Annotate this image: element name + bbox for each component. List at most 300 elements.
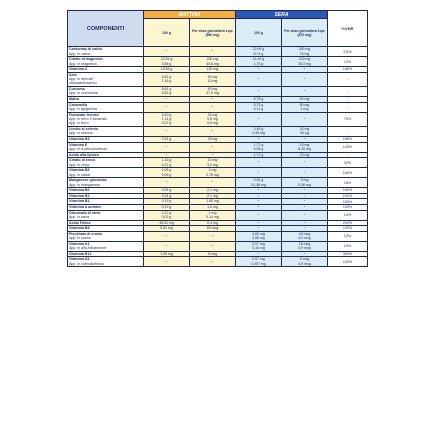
component-name: Manganese gluconato — [69, 178, 107, 183]
component-detail: App. in ferro — [69, 121, 89, 126]
row-vnr: 150% — [328, 188, 368, 194]
component-detail: App. in d-alfa-tocoferolo — [69, 147, 108, 152]
row-name — [68, 86, 144, 96]
cell-value: - — [257, 77, 260, 82]
row-name — [68, 126, 144, 136]
cell-value: - — [257, 67, 260, 72]
row-mattina-100g — [144, 57, 190, 67]
cell-value: 0,6 mg — [207, 121, 218, 126]
component-name: Carbonato di calcio — [69, 47, 103, 52]
cell-value: 0,12 g — [161, 210, 172, 215]
table-row — [68, 126, 368, 136]
row-vnr: - — [328, 86, 368, 96]
row-mattina-dose — [190, 241, 236, 251]
cell-value: 120 mg — [206, 67, 219, 72]
component-name: Vitamina E — [69, 142, 88, 147]
component-detail: App. in cromo — [69, 236, 92, 241]
cell-value: - — [257, 137, 260, 142]
cell-value: - — [165, 104, 168, 110]
cell-value: 0,4 mg — [207, 220, 218, 225]
row-mattina-dose — [190, 168, 236, 178]
component-name: Vitamina B2 — [69, 193, 90, 198]
component-name: Vitamina B6 — [69, 188, 90, 193]
row-mattina-100g — [144, 178, 190, 188]
table-row — [68, 47, 368, 57]
cell-value: - — [257, 188, 260, 193]
cell-value: 200 mg — [298, 47, 311, 52]
cell-value: 10 mg — [207, 79, 218, 84]
row-mattina-dose — [190, 231, 236, 241]
cell-value: 1,16 g — [161, 158, 172, 163]
cell-value: 0,57 mg — [252, 257, 265, 262]
cell-value: 9 mg — [208, 168, 217, 173]
cell-value: - — [165, 259, 168, 264]
row-mattina-100g — [144, 168, 190, 178]
cell-value: 1,76 g — [253, 61, 264, 66]
cell-value: 0,95 g — [253, 147, 264, 152]
cell-value: 50 mg — [207, 74, 218, 79]
cell-value: 15 mg — [299, 142, 310, 147]
cell-value: 0,11 g — [253, 107, 264, 112]
row-sera-100g — [236, 168, 282, 178]
component-detail: App. in apigenina — [69, 107, 97, 112]
row-vnr: 100% — [328, 257, 368, 267]
row-mattina-dose — [190, 178, 236, 188]
row-mattina-100g — [144, 158, 190, 168]
row-vnr: 125% — [328, 142, 368, 152]
row-sera-100g — [236, 72, 282, 86]
cell-value: 3,45 mg — [252, 131, 265, 136]
cell-value: - — [257, 212, 260, 218]
cell-value: - — [257, 226, 260, 231]
table-row — [68, 178, 368, 188]
row-name — [68, 168, 144, 178]
cell-value: 40 mcg — [298, 231, 311, 236]
row-mattina-dose — [190, 210, 236, 220]
cell-value: - — [165, 244, 168, 249]
component-name: Vitamina B3 — [69, 137, 90, 142]
row-vnr: 156% — [328, 136, 368, 142]
cell-value: 1,6 mg — [207, 205, 218, 210]
cell-value: 2,91 g — [161, 137, 172, 142]
cell-value: 13,95 g — [160, 67, 173, 72]
cell-value: 1 mg — [208, 210, 217, 215]
row-vnr: - — [328, 152, 368, 158]
row-mattina-100g — [144, 257, 190, 267]
row-mattina-dose — [190, 142, 236, 152]
cell-value: 2,1 mg — [207, 193, 218, 198]
header-mattina-dose: Per dose giornaliera 1cpr (860 mg) — [190, 19, 236, 47]
cell-value: - — [303, 220, 306, 226]
cell-value: - — [165, 234, 168, 239]
row-sera-dose — [282, 86, 328, 96]
row-mattina-dose — [190, 47, 236, 57]
row-vnr: 14% — [328, 210, 368, 220]
row-sera-100g — [236, 86, 282, 96]
row-mattina-dose — [190, 158, 236, 168]
cell-value: - — [165, 97, 168, 102]
row-mattina-dose — [190, 57, 236, 67]
cell-value: 3,49 g — [161, 112, 172, 117]
row-vnr: 32% — [328, 158, 368, 168]
cell-value: 5,75 g — [253, 102, 264, 107]
component-detail: idrossiantracenici — [69, 81, 97, 86]
cell-value: 1,05 mg — [160, 251, 173, 256]
component-detail: App. in manganese — [69, 182, 100, 187]
row-sera-dose — [282, 72, 328, 86]
table-body — [68, 47, 368, 267]
row-sera-dose — [282, 57, 328, 67]
row-mattina-dose — [190, 112, 236, 126]
row-vnr: 18% — [328, 178, 368, 188]
cell-value: 3,2 mg — [207, 162, 218, 167]
row-mattina-dose — [190, 86, 236, 96]
row-sera-100g — [236, 57, 282, 67]
cell-value: 2,07 mg — [252, 241, 265, 246]
row-sera-100g — [236, 210, 282, 220]
cell-value: - — [257, 170, 260, 175]
component-name: Camomilla — [69, 102, 88, 107]
row-sera-100g — [236, 112, 282, 126]
row-mattina-100g — [144, 102, 190, 112]
table-row — [68, 257, 368, 267]
row-mattina-dose — [190, 72, 236, 86]
cell-value: 8,25 mg — [298, 147, 311, 152]
cell-value: 1,65 mg — [206, 199, 219, 204]
table-row — [68, 210, 368, 220]
cell-value: 1,72 g — [253, 152, 264, 157]
cell-value: - — [257, 251, 260, 257]
cell-value: - — [257, 220, 260, 226]
component-detail: App. in magnesio — [69, 61, 97, 66]
row-mattina-100g — [144, 47, 190, 57]
cell-value: - — [303, 137, 306, 142]
cell-value: 3 mg — [300, 178, 309, 183]
component-name: Vitamina K1 — [69, 241, 90, 246]
row-sera-100g — [236, 47, 282, 57]
row-vnr: 9,5% — [328, 47, 368, 57]
row-vnr: 24% — [328, 241, 368, 251]
row-mattina-100g — [144, 231, 190, 241]
cell-value: 0,34 g — [253, 178, 264, 183]
cell-value: - — [165, 49, 168, 54]
cell-value: - — [211, 259, 214, 264]
cell-value: - — [303, 251, 306, 257]
cell-value: 0,10 mg — [252, 246, 265, 251]
cell-value: 1,72 g — [253, 142, 264, 147]
cell-value: 41,38 mg — [251, 182, 266, 187]
cell-value: 50 mcg — [206, 226, 219, 231]
cell-value: 5,81 g — [161, 87, 172, 92]
table-row — [68, 102, 368, 112]
row-vnr: 150% — [328, 67, 368, 73]
component-name: Vitamina D3 — [69, 257, 90, 262]
cell-value: 25 mg — [207, 137, 218, 142]
cell-value: 0,56 mg — [252, 236, 265, 241]
cell-value: 10 mg — [207, 158, 218, 163]
cell-value: 5,52 g — [161, 91, 172, 96]
row-sera-100g — [236, 231, 282, 241]
row-name — [68, 210, 144, 220]
row-name — [68, 241, 144, 251]
table-row — [68, 142, 368, 152]
row-sera-dose — [282, 257, 328, 267]
row-sera-dose — [282, 241, 328, 251]
cell-value: - — [303, 67, 306, 72]
cell-value: 5 mcg — [299, 257, 310, 262]
component-name: Citrato di zinco — [69, 158, 95, 163]
cell-value: 0,76 mg — [206, 172, 219, 177]
component-name: Vitamina C — [69, 67, 88, 72]
header-sera: SERA — [236, 11, 328, 19]
cell-value: 0,19 g — [161, 199, 172, 204]
row-mattina-dose — [190, 102, 236, 112]
row-mattina-dose — [190, 257, 236, 267]
row-name — [68, 158, 144, 168]
row-sera-dose — [282, 102, 328, 112]
row-vnr: 150% — [328, 204, 368, 210]
component-detail: App. in curcumina — [69, 91, 98, 96]
row-vnr: 100% — [328, 226, 368, 232]
row-vnr: 360% — [328, 251, 368, 257]
cell-value: 2,1 mg — [207, 188, 218, 193]
table-row — [68, 241, 368, 251]
cell-value: 0,14 mg — [206, 215, 219, 220]
cell-value: 0,09 g — [161, 172, 172, 177]
row-name — [68, 112, 144, 126]
table-row — [68, 57, 368, 67]
row-sera-dose — [282, 158, 328, 168]
cell-value: 50 mg — [299, 102, 310, 107]
cell-value: 15 mg — [299, 152, 310, 157]
table-row — [68, 168, 368, 178]
cell-value: - — [303, 160, 306, 165]
cell-value: 0,37 g — [161, 162, 172, 167]
row-vnr: 150% — [328, 199, 368, 205]
cell-value: - — [303, 117, 306, 122]
row-vnr: 200% — [328, 220, 368, 226]
component-detail: App. in ferro II fumarato — [69, 117, 107, 122]
cell-value: 0,24 g — [161, 188, 172, 193]
row-vnr: 150% — [328, 193, 368, 199]
cell-value: 8,74 g — [253, 51, 264, 56]
row-mattina-100g — [144, 210, 190, 220]
row-name — [68, 72, 144, 86]
cell-value: 50 mg — [207, 87, 218, 92]
table-row — [68, 231, 368, 241]
cell-value: 30,6 mg — [206, 61, 219, 66]
row-name — [68, 231, 144, 241]
cell-value: 23,26 g — [160, 57, 173, 62]
row-sera-dose — [282, 47, 328, 57]
row-sera-dose — [282, 126, 328, 136]
cell-value: 0,19 g — [161, 205, 172, 210]
cell-value: - — [303, 199, 306, 204]
cell-value: 0,057 mg — [251, 261, 266, 266]
component-name: Acido alfa-lipoico — [69, 152, 99, 157]
cell-value: 0,5 mcg — [298, 261, 311, 266]
component-detail: App. in selenio — [69, 131, 93, 136]
cell-value: - — [211, 49, 214, 54]
header-sera-dose: Per dose giornaliera 1cpr (870 mg) — [282, 19, 328, 47]
component-name: Lievito al selenio — [69, 127, 98, 132]
cell-value: - — [211, 144, 214, 150]
cell-value: - — [257, 205, 260, 210]
row-mattina-100g — [144, 126, 190, 136]
cell-value: 1,05 g — [161, 168, 172, 173]
row-name — [68, 102, 144, 112]
cell-value: - — [303, 77, 306, 82]
row-mattina-100g — [144, 72, 190, 86]
row-mattina-dose — [190, 126, 236, 136]
row-name — [68, 257, 144, 267]
cell-value: 11,49 g — [252, 57, 265, 62]
component-name: Malva — [69, 97, 79, 102]
cell-value: - — [303, 89, 306, 94]
table-row — [68, 72, 368, 86]
row-sera-dose — [282, 168, 328, 178]
row-vnr: 150% — [328, 168, 368, 178]
header-mattina-100g: 100 g — [144, 19, 190, 47]
cell-value: 1,14 g — [161, 117, 172, 122]
row-name — [68, 142, 144, 152]
component-detail: App. in derivati — [69, 77, 93, 82]
header-mattina: MATTINA — [144, 11, 236, 19]
cell-value: - — [211, 129, 214, 134]
component-name: Vitamina A acetato — [69, 205, 101, 210]
cell-value: 9 mcg — [207, 251, 218, 256]
row-sera-100g — [236, 126, 282, 136]
cell-value: 15,3 mg — [298, 61, 311, 66]
cell-value: - — [257, 193, 260, 199]
component-name: Vitamina B8 — [69, 226, 90, 231]
component-name: Aloe — [69, 72, 77, 77]
cell-value: - — [303, 205, 306, 210]
component-detail: App. in rame — [69, 215, 90, 220]
cell-value: - — [211, 180, 214, 185]
cell-value: 18 mcg — [298, 241, 311, 246]
component-detail: App. in zinco — [69, 162, 90, 167]
component-name: Picolinato di cromo — [69, 231, 103, 236]
component-detail: App. in calcio — [69, 51, 91, 56]
component-name: Gluconato di rame — [69, 210, 101, 215]
row-sera-100g — [236, 241, 282, 251]
row-mattina-100g — [144, 241, 190, 251]
table-row — [68, 112, 368, 126]
row-sera-100g — [236, 178, 282, 188]
row-vnr: - — [328, 72, 368, 86]
cell-value: - — [211, 152, 214, 158]
row-sera-dose — [282, 142, 328, 152]
cell-value: 3,45 g — [253, 127, 264, 132]
cell-value: 46,51 mg — [159, 220, 174, 225]
component-name: Citrato di magnesio — [69, 57, 103, 62]
row-vnr: 12% — [328, 231, 368, 241]
row-mattina-100g — [144, 86, 190, 96]
row-vnr: - — [328, 96, 368, 102]
cell-value: - — [211, 97, 214, 102]
header-componenti: COMPONENTI — [68, 11, 144, 47]
cell-value: 200 mg — [206, 57, 219, 62]
component-name: Acido Folico — [69, 220, 91, 225]
cell-value: 0,24 g — [161, 193, 172, 198]
cell-value: - — [211, 244, 214, 249]
cell-value: 9,8 mg — [207, 117, 218, 122]
cell-value: - — [165, 152, 168, 158]
cell-value: - — [303, 212, 306, 218]
row-mattina-100g — [144, 142, 190, 152]
component-name: Fumarato ferroso — [69, 112, 99, 117]
cell-value: 50 mg — [299, 97, 310, 102]
row-vnr: 70% — [328, 112, 368, 126]
cell-value: - — [211, 234, 214, 239]
cell-value: - — [257, 199, 260, 204]
row-sera-dose — [282, 112, 328, 126]
row-sera-100g — [236, 257, 282, 267]
cell-value: 5,75 g — [253, 97, 264, 102]
cell-value: 0,9 mcg — [298, 246, 311, 251]
cell-value: 0,07 g — [161, 121, 172, 126]
component-detail: App. in colecalciferolo — [69, 261, 104, 266]
row-vnr: - — [328, 102, 368, 112]
component-name: Vitamina B5 — [69, 168, 90, 173]
cell-value: - — [303, 193, 306, 199]
cell-value: 47,5 mg — [206, 91, 219, 96]
cell-value: - — [257, 117, 260, 122]
header-sera-100g: 100 g — [236, 19, 282, 47]
row-sera-100g — [236, 142, 282, 152]
cell-value: - — [303, 188, 306, 193]
table-row — [68, 158, 368, 168]
cell-value: 0,36 mg — [298, 182, 311, 187]
row-sera-dose — [282, 231, 328, 241]
row-vnr: - — [328, 126, 368, 136]
cell-value: - — [257, 160, 260, 165]
cell-value: - — [257, 89, 260, 94]
cell-value: 1,16 g — [161, 79, 172, 84]
row-name — [68, 47, 144, 57]
row-sera-dose — [282, 178, 328, 188]
nutrition-table — [67, 10, 368, 267]
component-name: Curcuma — [69, 87, 85, 92]
cell-value: - — [211, 104, 214, 110]
row-sera-dose — [282, 210, 328, 220]
cell-value: - — [303, 170, 306, 175]
nutrition-table-sheet — [67, 10, 367, 422]
cell-value: 30 mg — [299, 127, 310, 132]
component-detail: App. in calcio — [69, 172, 91, 177]
cell-value: 100 mg — [298, 57, 311, 62]
cell-value: - — [165, 129, 168, 134]
cell-value: 5,81 mg — [160, 226, 173, 231]
row-name — [68, 57, 144, 67]
cell-value: 0,02 g — [161, 215, 172, 220]
component-name: Vitamina B12 — [69, 251, 92, 256]
cell-value: 30 µg — [300, 131, 309, 136]
cell-value: - — [303, 226, 306, 231]
cell-value: - — [165, 180, 168, 185]
cell-value: 76 mg — [299, 51, 310, 56]
component-detail: App. in alfa-fillochinone — [69, 246, 107, 251]
row-sera-100g — [236, 102, 282, 112]
cell-value: 22,99 g — [252, 47, 265, 52]
header-vnr: %VNR — [328, 11, 368, 47]
cell-value: 30 mg — [207, 112, 218, 117]
cell-value: 4,60 mg — [252, 231, 265, 236]
row-name — [68, 178, 144, 188]
row-mattina-100g — [144, 112, 190, 126]
cell-value: 1 mg — [300, 107, 309, 112]
